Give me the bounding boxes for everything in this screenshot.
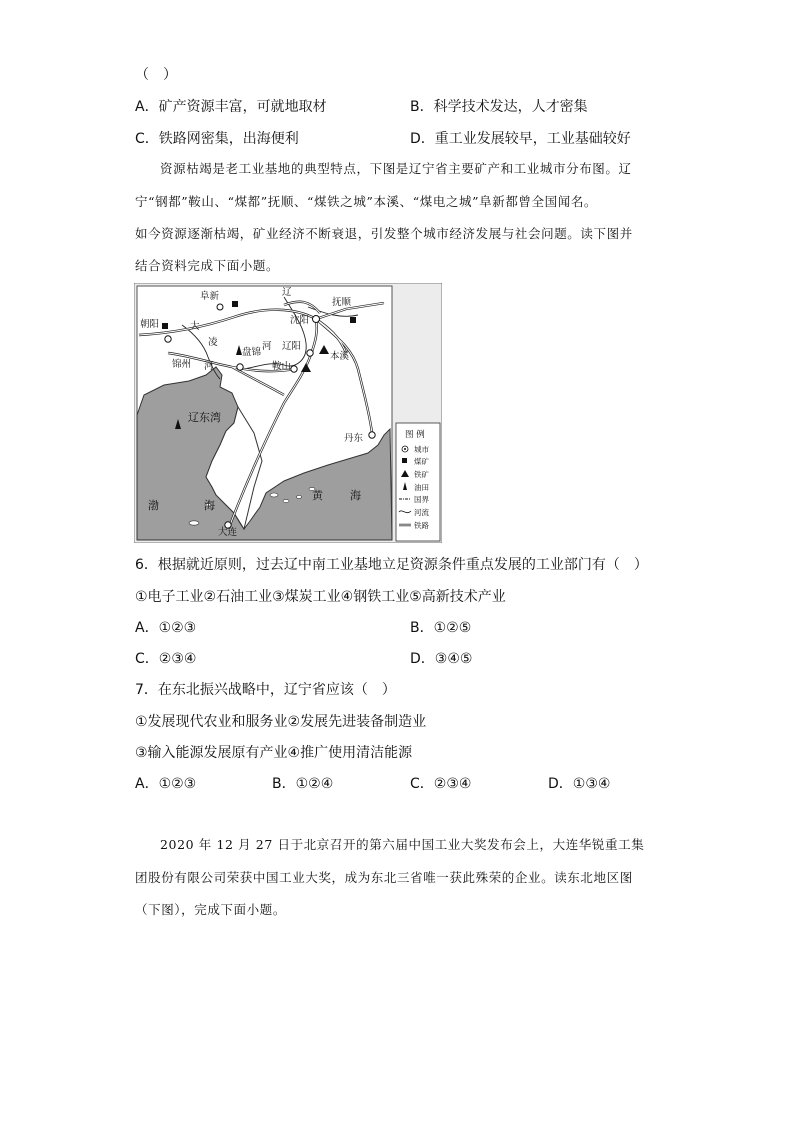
city-label-fushun: 抚顺 [332, 297, 352, 308]
city-marker-shenyang [313, 316, 320, 323]
q5-option-b[interactable]: B．科学技术发达，人才密集 [410, 99, 588, 115]
river-label: 河 [262, 341, 272, 352]
river-label: 辽 [282, 287, 292, 298]
legend-coal-icon [402, 458, 407, 463]
q5-option-c[interactable]: C．铁路网密集，出海便利 [135, 131, 299, 147]
passage1-line-3: 如今资源逐渐枯竭，矿业经济不断衰退，引发整个城市经济发展与社会问题。读下图并 [135, 226, 633, 241]
city-label-fuxin: 阜新 [200, 291, 220, 302]
q6-stem: 6．根据就近原则，过去辽中南工业基地立足资源条件重点发展的工业部门有（ ） [135, 557, 648, 573]
q6-option-b[interactable]: B．①②⑤ [410, 620, 472, 636]
q5-option-a[interactable]: A．矿产资源丰富，可就地取材 [135, 99, 327, 115]
liaoning-map [134, 283, 442, 543]
city-marker-jinzhou [165, 336, 171, 342]
legend-iron-label: 铁矿 [414, 470, 429, 479]
q6-option-a[interactable]: A．①②③ [135, 620, 197, 636]
sea-label-liaodong-bay: 辽东湾 [188, 411, 221, 424]
city-marker-panjin [237, 364, 243, 370]
q7-items-2: ③输入能源发展原有产业④推广使用清洁能源 [135, 745, 413, 761]
q7-stem: 7．在东北振兴战略中，辽宁省应该（ ） [135, 682, 396, 698]
legend-oil-label: 油田 [414, 483, 429, 492]
legend-city-label: 城市 [414, 445, 429, 454]
q5-option-d[interactable]: D．重工业发展较早，工业基础较好 [410, 131, 631, 147]
city-label-liaoyang: 辽阳 [282, 341, 302, 352]
city-label-anshan: 鞍山 [272, 361, 292, 372]
city-marker-fuxin [217, 304, 223, 310]
q7-option-d[interactable]: D．①③④ [548, 776, 611, 792]
q6-option-c[interactable]: C．②③④ [135, 651, 197, 667]
coal-mine-icon [350, 317, 356, 323]
q7-option-c[interactable]: C．②③④ [410, 776, 472, 792]
legend-river-label: 河流 [414, 508, 429, 517]
legend-railway-label: 铁路 [414, 521, 429, 530]
q6-items: ①电子工业②石油工业③煤炭工业④钢铁工业⑤高新技术产业 [135, 589, 506, 605]
sea-label-hai-1: 海 [204, 499, 215, 512]
city-label-jinzhou: 锦州 [172, 359, 192, 370]
legend-border-label: 国界 [414, 495, 429, 504]
river-label: 凌 [208, 337, 218, 348]
q5-answer-paren: （ ） [135, 67, 177, 83]
passage2-line-2: 团股份有限公司荣获中国工业大奖，成为东北三省唯一获此殊荣的企业。读东北地区图 [135, 870, 633, 885]
city-label-panjin: 盘锦 [242, 347, 262, 358]
coal-mine-icon [232, 301, 238, 307]
city-marker-anshan [291, 366, 297, 372]
passage2-line-3: （下图），完成下面小题。 [135, 902, 286, 917]
legend-title: 图 例 [405, 430, 425, 440]
city-marker-liaoyang [307, 350, 313, 356]
q7-option-b[interactable]: B．①②④ [272, 776, 334, 792]
city-label-dalian: 大连 [218, 527, 238, 538]
city-label-shenyang: 沈阳 [290, 315, 310, 326]
coal-mine-icon [162, 323, 168, 329]
passage1-line-1: 资源枯竭是老工业基地的典型特点，下图是辽宁省主要矿产和工业城市分布图。辽 [160, 161, 632, 176]
passage2-line-1: 2020 年 12 月 27 日于北京召开的第六届中国工业大奖发布会上，大连华锐重工集 [160, 837, 645, 852]
q6-option-d[interactable]: D．③④⑤ [410, 651, 473, 667]
passage1-line-2: 宁“钢都”鞍山、“煤都”抚顺、“煤铁之城”本溪、“煤电之城”阜新都曾全国闻名。 [135, 194, 598, 209]
q7-items-1: ①发展现代农业和服务业②发展先进装备制造业 [135, 714, 427, 730]
passage1-line-4: 结合资料完成下面小题。 [135, 258, 280, 273]
sea-label-bo: 渤 [148, 499, 159, 512]
city-label-benxi: 本溪 [330, 351, 350, 362]
river-label: 大 [190, 321, 200, 332]
q7-option-a[interactable]: A．①②③ [135, 776, 197, 792]
legend-coal-label: 煤矿 [414, 457, 429, 466]
city-marker-dandong [369, 432, 375, 438]
sea-label-hai-2: 海 [350, 489, 361, 502]
sea-label-huang: 黄 [312, 489, 323, 502]
river-label: 河 [204, 361, 214, 372]
map-legend [396, 423, 440, 541]
city-label-chaoyang: 朝阳 [140, 319, 160, 330]
city-label-dandong: 丹东 [344, 433, 364, 444]
